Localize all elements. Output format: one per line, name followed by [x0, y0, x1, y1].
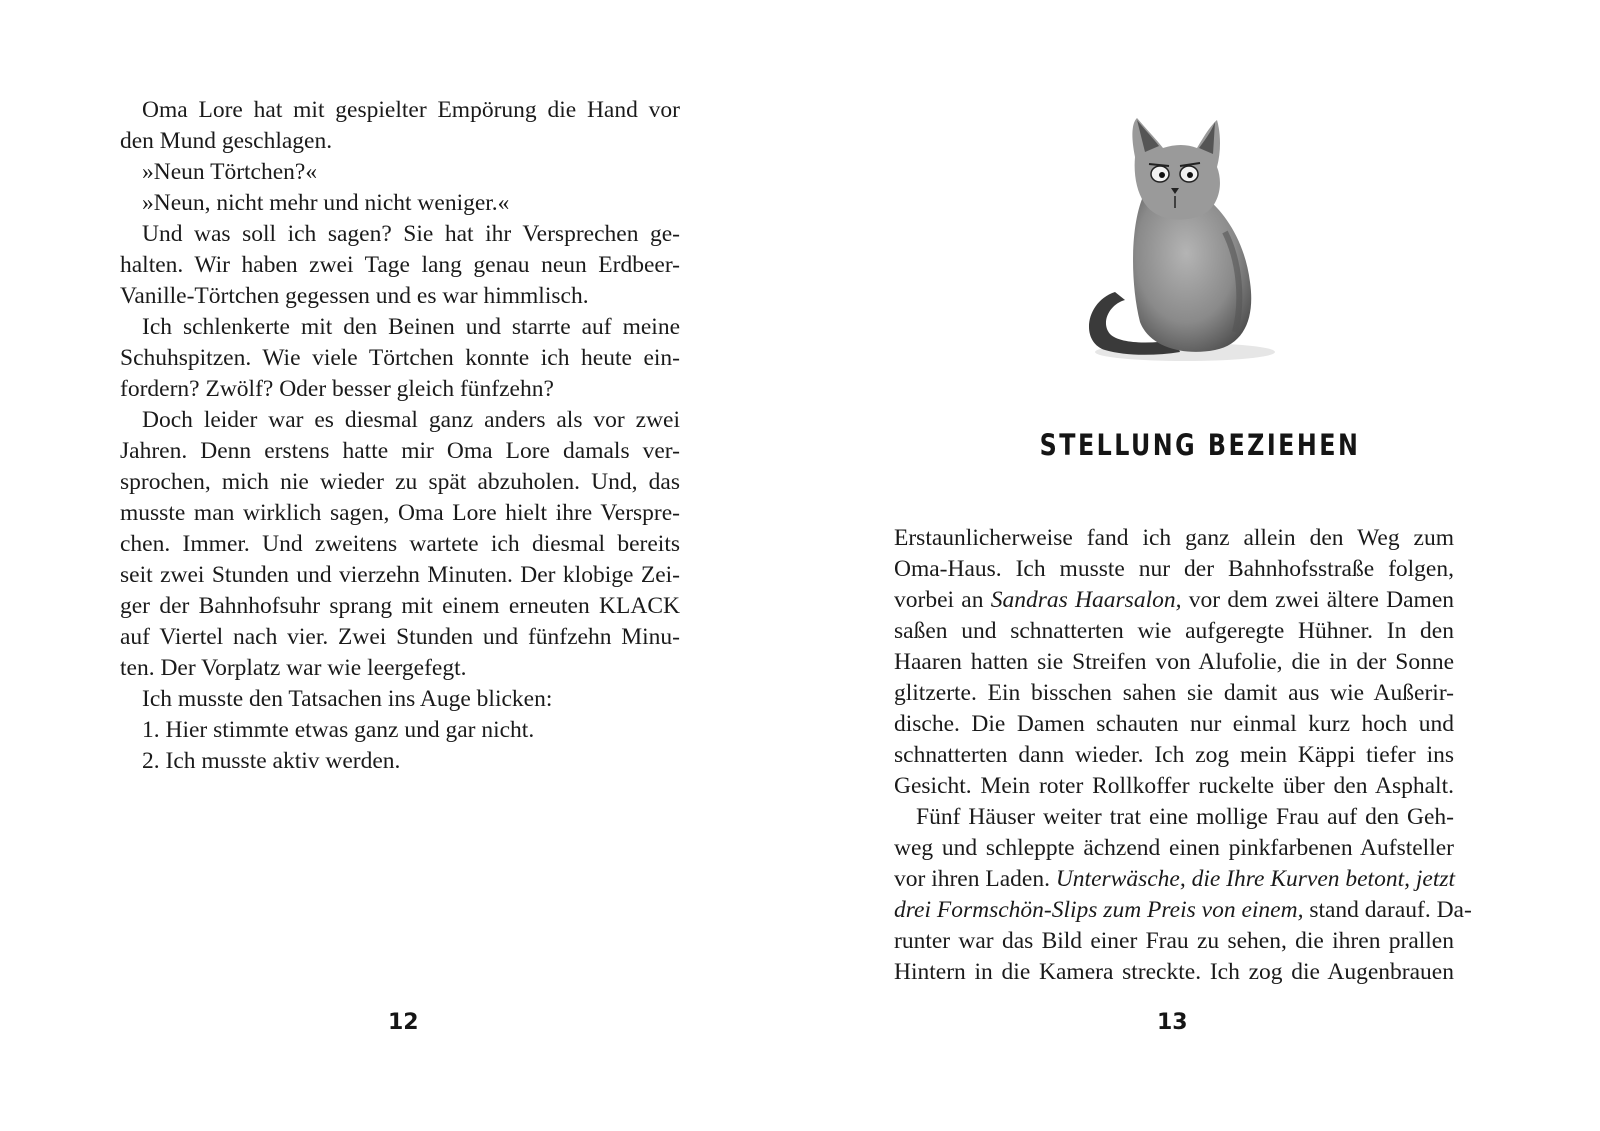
italic-segment: Sandras Haarsalon, [990, 587, 1182, 613]
text-line [894, 895, 1472, 926]
text-line: glitzerte. Ein bisschen sahen sie damit aus wie Außerir- [894, 680, 1454, 706]
text-line: musste man wirklich sagen, Oma Lore hielt ihre Verspre- [120, 500, 680, 526]
text-line: sprochen, mich nie wieder zu spät abzuholen. Und, das [120, 469, 680, 495]
page-number-right: 13 [1157, 1010, 1188, 1035]
italic-segment: drei Formschön-Slips zum Preis von einem, [894, 897, 1304, 923]
text-line: Schuhspitzen. Wie viele Törtchen konnte ich heute ein- [120, 345, 680, 371]
page-number-left: 12 [388, 1010, 419, 1035]
text-line: »Neun, nicht mehr und nicht weniger.« [142, 190, 510, 216]
text-line: Jahren. Denn erstens hatte mir Oma Lore damals ver- [120, 438, 680, 464]
text-line: Gesicht. Mein roter Rollkoffer ruckelte über den Asphalt. [894, 773, 1454, 799]
text-line: fordern? Zwölf? Oder besser gleich fünfzehn? [120, 376, 554, 402]
text-line: Vanille-Törtchen gegessen und es war himmlisch. [120, 283, 589, 309]
text-line: Haaren hatten sie Streifen von Alufolie, die in der Sonne [894, 649, 1454, 675]
left-page-text [120, 95, 680, 795]
text-line: weg und schleppte ächzend einen pinkfarbenen Aufsteller [894, 835, 1454, 861]
text-line: ger der Bahnhofsuhr sprang mit einem erneuten KLACK [120, 593, 680, 619]
right-page [800, 0, 1600, 1131]
text-line: Ich musste den Tatsachen ins Auge blicken: [142, 686, 553, 712]
text-line: runter war das Bild einer Frau zu sehen, die ihren prallen [894, 928, 1454, 954]
text-line: den Mund geschlagen. [120, 128, 333, 154]
list-item: 1. Hier stimmte etwas ganz und gar nicht. [142, 717, 535, 743]
text-line: Oma-Haus. Ich musste nur der Bahnhofsstraße folgen, [894, 556, 1454, 582]
text-line [894, 864, 1454, 895]
text-segment: stand darauf. Da- [1303, 897, 1472, 923]
list-item: 2. Ich musste aktiv werden. [142, 748, 401, 774]
text-line: dische. Die Damen schauten nur einmal kurz hoch und [894, 711, 1454, 737]
text-line: saßen und schnatterten wie aufgeregte Hühner. In den [894, 618, 1454, 644]
text-line: auf Viertel nach vier. Zwei Stunden und fünfzehn Minu- [120, 624, 680, 650]
text-segment: vor dem zwei ältere Damen [1181, 587, 1454, 613]
text-segment: vorbei an [894, 587, 991, 613]
text-line [894, 585, 1454, 616]
cat-illustration-icon [1075, 112, 1275, 374]
text-line: Doch leider war es diesmal ganz anders als vor zwei [142, 407, 680, 433]
text-line: Oma Lore hat mit gespielter Empörung die Hand vor [142, 97, 680, 123]
text-line: seit zwei Stunden und vierzehn Minuten. Der klobige Zei- [120, 562, 680, 588]
text-line: ten. Der Vorplatz war wie leergefegt. [120, 655, 467, 681]
italic-segment: Unterwäsche, die Ihre Kurven betont, jetzt [1055, 866, 1456, 892]
text-line: »Neun Törtchen?« [142, 159, 318, 185]
text-line: halten. Wir haben zwei Tage lang genau neun Erdbeer- [120, 252, 680, 278]
text-line: Und was soll ich sagen? Sie hat ihr Versprechen ge- [142, 221, 680, 247]
text-line: Fünf Häuser weiter trat eine mollige Frau auf den Geh- [916, 804, 1454, 830]
right-page-text [894, 523, 1472, 1003]
text-line: Erstaunlicherweise fand ich ganz allein den Weg zum [894, 525, 1454, 551]
chapter-title: STELLUNG BEZIEHEN [1039, 428, 1361, 462]
text-line: schnatterten dann wieder. Ich zog mein Käppi tiefer ins [894, 742, 1454, 768]
text-line: Ich schlenkerte mit den Beinen und starrte auf meine [142, 314, 680, 340]
text-line: chen. Immer. Und zweitens wartete ich diesmal bereits [120, 531, 680, 557]
text-segment: vor ihren Laden. [894, 866, 1056, 892]
text-line: Hintern in die Kamera streckte. Ich zog die Augenbrauen [894, 959, 1454, 985]
